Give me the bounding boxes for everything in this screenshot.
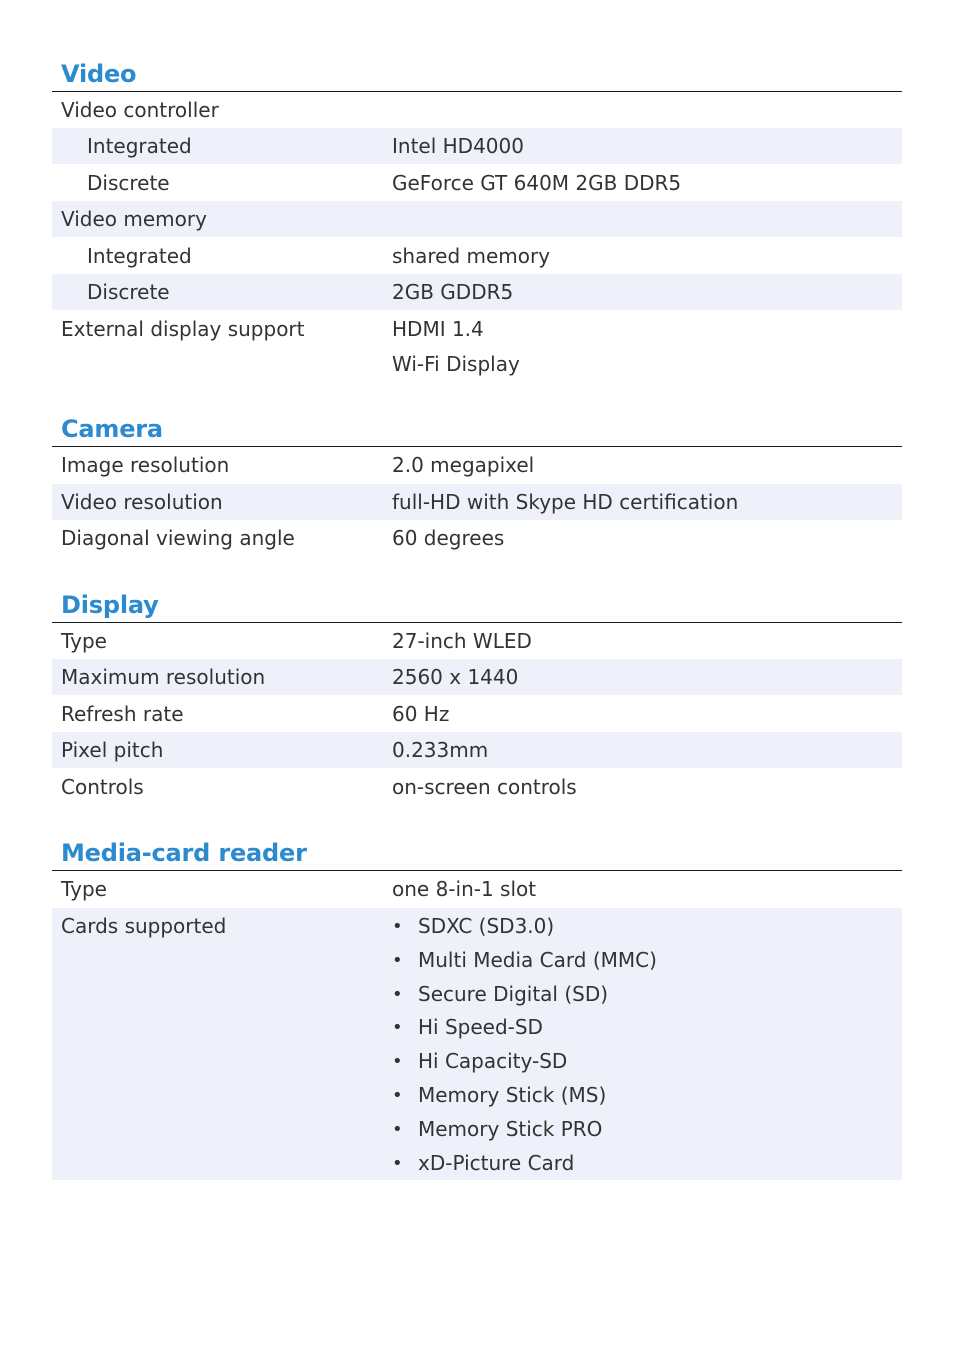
spec-label: Integrated: [87, 134, 192, 158]
section-heading-video: [52, 58, 902, 92]
spec-row: [52, 908, 902, 1180]
bullet-icon: •: [392, 916, 403, 937]
spec-label: Video memory: [61, 207, 207, 231]
spec-label: Discrete: [87, 280, 170, 304]
spec-value-secondary: Wi-Fi Display: [392, 352, 520, 376]
spec-value: 60 degrees: [392, 526, 505, 550]
bullet-icon: •: [392, 1118, 403, 1140]
bullet-icon: •: [392, 1051, 403, 1073]
list-item: • SDXC (SD3.0): [392, 910, 657, 944]
spec-row: [52, 128, 902, 164]
section-heading-display: [52, 589, 902, 623]
spec-row: [52, 447, 902, 483]
section-title: Camera: [61, 415, 163, 443]
spec-value: 27-inch WLED: [392, 629, 532, 653]
spec-value: on-screen controls: [392, 775, 577, 799]
section-heading-camera: [52, 413, 902, 447]
section-heading-media-card-reader: [52, 837, 902, 871]
spec-row: [52, 659, 902, 695]
spec-value: shared memory: [392, 244, 551, 268]
spec-row: [52, 484, 902, 520]
spec-value: HDMI 1.4: [392, 317, 484, 341]
bullet-icon: •: [392, 1084, 403, 1106]
spec-value: 2.0 megapixel: [392, 453, 535, 477]
spec-label: Video controller: [61, 98, 219, 122]
spec-label: Diagonal viewing angle: [61, 526, 295, 550]
spec-row: [52, 520, 902, 556]
list-item: • Hi Capacity-SD: [392, 1045, 657, 1079]
spec-row: [52, 871, 902, 907]
spec-row: [52, 696, 902, 732]
spec-row: [52, 165, 902, 201]
spec-label: Pixel pitch: [61, 738, 164, 762]
spec-label: Image resolution: [61, 453, 230, 477]
list-item: • Multi Media Card (MMC): [392, 944, 657, 978]
bullet-icon: •: [392, 983, 403, 1005]
spec-value: full-HD with Skype HD certification: [392, 490, 739, 514]
spec-row: [52, 274, 902, 310]
spec-row: [52, 311, 902, 383]
spec-row: [52, 92, 902, 128]
section-title: Video: [61, 60, 137, 88]
spec-label: Type: [61, 629, 107, 653]
list-item: • Hi Speed-SD: [392, 1011, 657, 1045]
list-item: • Memory Stick (MS): [392, 1079, 657, 1113]
spec-row: [52, 769, 902, 805]
spec-label: Cards supported: [61, 914, 227, 938]
section-title: Media-card reader: [61, 839, 307, 867]
spec-label: Type: [61, 877, 107, 901]
spec-label: Video resolution: [61, 490, 223, 514]
spec-row: [52, 238, 902, 274]
list-item: • xD-Picture Card: [392, 1147, 657, 1181]
spec-value: one 8-in-1 slot: [392, 877, 537, 901]
spec-label: Integrated: [87, 244, 192, 268]
bullet-icon: •: [392, 949, 403, 971]
spec-row: [52, 201, 902, 237]
spec-value: 60 Hz: [392, 702, 450, 726]
spec-row: [52, 623, 902, 659]
spec-value: GeForce GT 640M 2GB DDR5: [392, 171, 682, 195]
spec-label: Controls: [61, 775, 144, 799]
spec-label: Refresh rate: [61, 702, 184, 726]
spec-value: 2560 x 1440: [392, 665, 519, 689]
spec-label: Discrete: [87, 171, 170, 195]
spec-value: Intel HD4000: [392, 134, 524, 158]
spec-value: 0.233mm: [392, 738, 489, 762]
bullet-icon: •: [392, 1017, 403, 1039]
spec-row: [52, 732, 902, 768]
list-item: • Memory Stick PRO: [392, 1113, 657, 1147]
spec-label: External display support: [61, 317, 305, 341]
spec-value: 2GB GDDR5: [392, 280, 514, 304]
list-item: • Secure Digital (SD): [392, 978, 657, 1012]
bullet-icon: •: [392, 1152, 403, 1174]
supported-cards-list: [392, 910, 657, 1180]
spec-label: Maximum resolution: [61, 665, 266, 689]
section-title: Display: [61, 591, 159, 619]
